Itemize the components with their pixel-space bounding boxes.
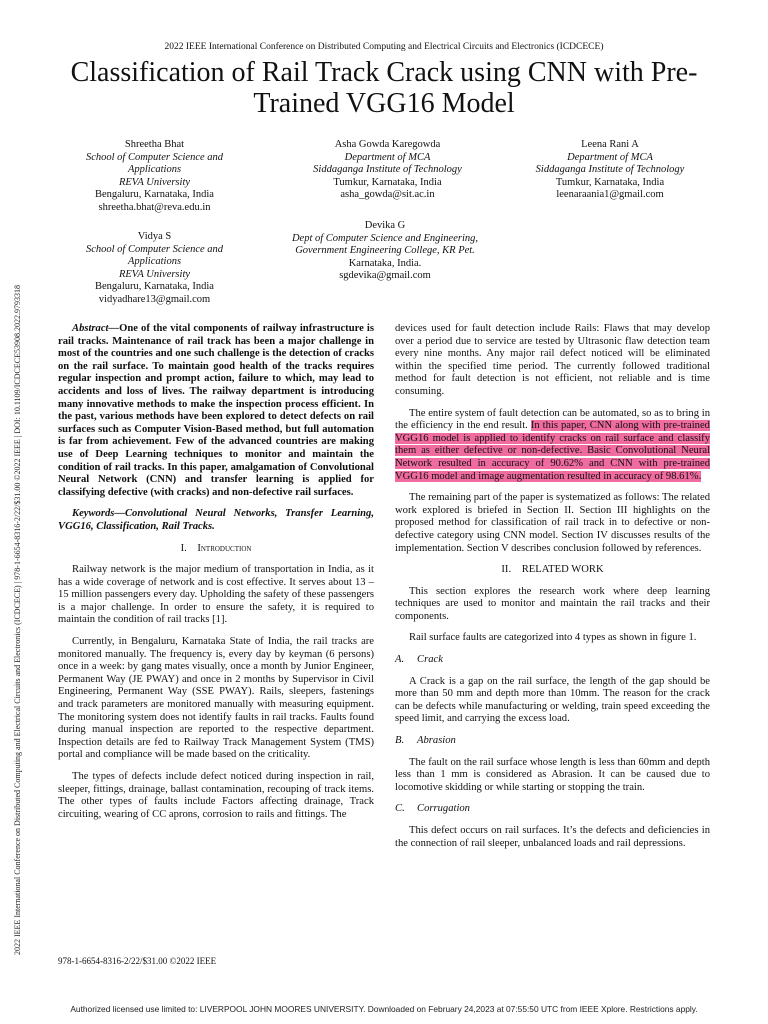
paper-title: Classification of Rail Track Crack using CNN with Pre-Trained VGG16 Model [70,57,698,119]
abstract [58,323,374,499]
section-number: II. [501,564,512,576]
keywords: Keywords—Convolutional Neural Networks, Transfer Learning, VGG16, Classification, Rail Tracks. [58,508,374,532]
paragraph: The remaining part of the paper is systematized as follows: The related work explored is briefed in Section II. Section III highlights on the proposed method for classification of rail track in to defective or non- defective category using CNN model. Section IV discusses results of the implementation. Section V describes conclusion followed by references. [395,492,710,554]
paragraph: This section explores the research work where deep learning techniques are used to monitor and maintain the rail tracks and their components. [395,585,710,622]
paragraph: A Crack is a gap on the rail surface, the length of the gap should be more than 50 mm and depth more than 10mm. The reason for the crack can be defects while manufacturing or welding, train speed exceeding the speed limit, and carrying the excess load. [395,675,710,725]
author-organization: REVA University [118,268,191,280]
subsection-title: Abrasion [417,735,456,747]
subsection-number: C. [395,803,405,815]
paragraph: Rail surface faults are categorized into 4 types as shown in figure 1. [409,632,697,644]
highlighted-text: In this paper, CNN along with pre-trained VGG16 model is applied to identify cracks on rail surface and classify them as either defective or non-defective. Basic Convolutional Neural Network resulted in accuracy of 90.62% and CNN with pre-trained VGG16 model and image augmentation resulted in accuracy of 98.61%. [395,420,710,482]
author-affiliation: School of Computer Science and Applications [85,243,224,267]
author-email: vidyadhare13@gmail.com [98,293,211,305]
author-block [62,231,247,306]
author-affiliation: Department of MCA [567,151,653,163]
subsection-title: Corrugation [417,803,470,815]
paragraph [395,408,710,484]
doi-side-text: 2022 IEEE International Conference on Distributed Computing and Electrical Circuits and Electronics (ICDCECE) | 978-1-6654-8316-2/22/$31.00 ©2022 IEEE | DOI: 10.1109/ICDCECE53908.2022.9793318 [13,285,22,955]
subsection-number: B. [395,735,405,747]
section-heading-related-work [395,564,710,577]
conference-header: 2022 IEEE International Conference on Distributed Computing and Electrical Circuits and Electronics (ICDCECE) [164,42,604,52]
author-block [62,139,247,214]
paragraph: The types of defects include defect noticed during inspection in rail, sleeper, fittings, drainage, ballast contamination, recouping of track items. The other types of faults include Factors affecting drainage, Track circuiting, wearing of CC aprons, corrosion to rails and fittings. The [58,771,374,820]
paragraph-text: The entire system of fault detection can be automated, so as to bring in the efficiency in the end result. [395,407,710,432]
author-name: Devika G [364,220,406,231]
right-column [395,323,710,859]
author-location: Karnataka, India. [348,257,422,269]
author-name: Vidya S [137,231,172,242]
paragraph: Currently, in Bengaluru, Karnataka State of India, the rail tracks are monitored manually. The frequency is, every day by keyman (6 persons) once in a week: by gang mates visually, once a month by Junior Engineer, Permanent Way (JE PWAY) and once in 2 months by Supervisor in Civil Engineering, Permanent Way (SSE PWAY). Rails, sleepers, fastenings and track parameters are monitored manually with measuring equipment. The monitoring system does not identify faults in rail tracks. Faults found during manual inspection are reported to the respective department. Inspection details are fed to Railway Track Management System (TMS) portal and compliance will be made based on the criticality. [58,636,374,761]
author-block [520,139,700,202]
paragraph: devices used for fault detection include Rails: Flaws that may develop over a period due to service are tested by Ultrasonic flaw detection team every nine months. Any major rail defect noticed will be eliminated within the specified time period. The currently followed traditional method for fault detection is not efficient, not reliable and is time consuming. [395,323,710,397]
section-heading-introduction [58,543,374,556]
author-location: Tumkur, Karnataka, India [555,176,665,188]
author-email: sgdevika@gmail.com [339,270,431,281]
abstract-text: One of the vital components of railway infrastructure is rail tracks. Maintenance of rail track has been a major challenge in most of the countries and one such challenge is the detection of cracks on the rail surface. To maintain good health of the tracks requires regular inspection and prompt action, failure to which, may lead to accidents and loss of lives. The railway department is introducing many innovative methods to make the inspection process efficient. In the past, various methods have been explored to detect defects on rail surfaces such as Computer Vision-Based method, but full automation is far from achievement. Few of the advanced countries are making use of Deep Learning techniques to monitor and maintain the condition of rail tracks. In this paper, amalgamation of Convolutional Neural Network (CNN) and transfer learning is applied for classifying defective (with cracks) and non-defective rail surfaces. [58,323,374,498]
subsection-number: A. [395,654,405,666]
author-email: asha_gowda@sit.ac.in [340,189,435,200]
paragraph: Railway network is the major medium of transportation in India, as it has a wide coverage of network and is cost effective. It serves about 13 – 15 million passengers every day. Upholding the safety of these passengers is a major challenge. In order to ensure the safety, it is required to maintain the condition of rail tracks [1]. [58,564,374,626]
author-organization: REVA University [118,176,191,188]
author-affiliation: Department of MCA [344,151,431,163]
author-block [290,139,485,202]
author-location: Tumkur, Karnataka, India [333,176,442,188]
subsection-heading-abrasion [395,735,710,748]
author-name: Shreetha Bhat [124,139,185,150]
author-affiliation: School of Computer Science and Applications [85,151,224,175]
paragraph: This defect occurs on rail surfaces. It’s the defects and deficiencies in the connection of rail sleeper, unbalanced loads and rail depressions. [395,825,710,849]
author-organization: Siddaganga Institute of Technology [535,164,685,175]
subsection-heading-crack [395,654,710,667]
license-notice: Authorized licensed use limited to: LIVERPOOL JOHN MOORES UNIVERSITY. Downloaded on February 24,2023 at 07:55:50 UTC from IEEE Xplore. Restrictions apply. [70,1004,698,1014]
author-name: Asha Gowda Karegowda [334,139,441,150]
section-title: Introduction [197,542,252,554]
left-column [58,323,374,830]
author-email: shreetha.bhat@reva.edu.in [98,201,211,213]
author-location: Bengaluru, Karnataka, India [95,281,214,292]
abstract-label: Abstract— [72,323,120,334]
author-organization: Siddaganga Institute of Technology [313,164,462,175]
author-email: leenaraania1@gmail.com [556,189,664,200]
author-affiliation: Dept of Computer Science and Engineering, Government Engineering College, KR Pet. [291,232,479,256]
author-name: Leena Rani A [581,139,639,150]
subsection-title: Crack [417,654,443,666]
subsection-heading-corrugation [395,803,710,816]
section-title: RELATED WORK [521,564,604,576]
paragraph: The fault on the rail surface whose length is less than 60mm and depth less than 1 mm is considered as Abrasion. It can be caused due to locomotive skidding or while starting or stopping the train. [395,756,710,793]
author-block [285,220,485,283]
author-location: Bengaluru, Karnataka, India [95,189,214,200]
section-number: I. [180,542,187,554]
copyright-footer: 978-1-6654-8316-2/22/$31.00 ©2022 IEEE [58,956,217,966]
